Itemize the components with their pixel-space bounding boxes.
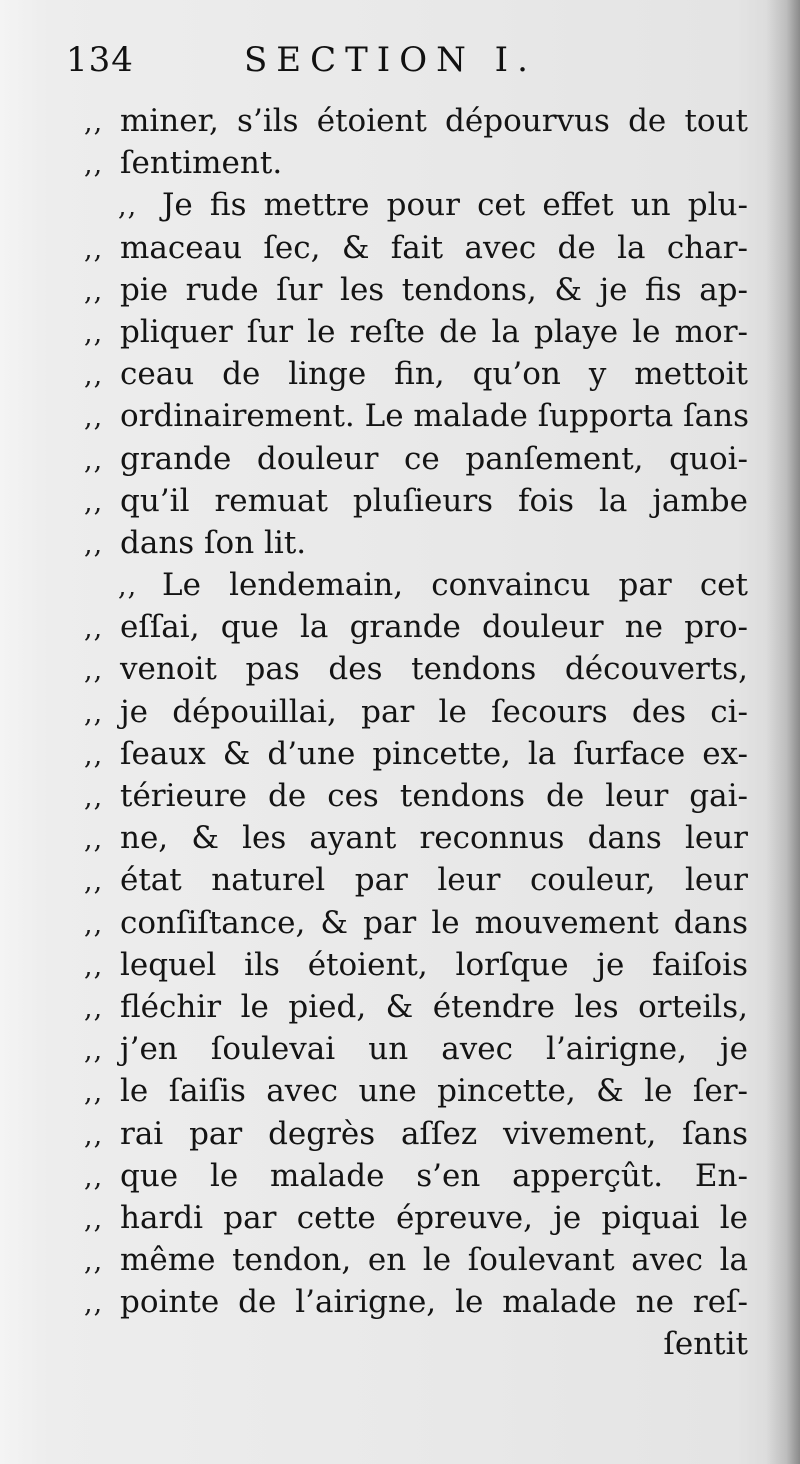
text-line [66,1155,748,1197]
quote-mark: ,, [84,950,104,982]
quote-mark: ,, [84,1246,104,1278]
line-text: fléchir le pied, & étendre les orteils, [120,988,748,1025]
line-text: hardi par cette épreuve, je piquai le [120,1199,748,1236]
quote-mark: ,, [84,444,104,476]
text-line [66,564,748,606]
quote-mark: ,, [118,191,138,223]
line-text: miner, s’ils étoient dépourvus de tout [120,103,748,139]
quote-mark: ,, [84,992,104,1024]
quote-mark: ,, [84,782,104,813]
text-line [66,1028,748,1070]
quote-mark: ,, [84,275,104,307]
line-text: ordinairement. Le malade ſupporta ſans [120,398,749,435]
quote-mark: ,, [84,360,104,392]
line-text: grande douleur ce panſement, quoi- [120,440,748,477]
quote-mark: ,, [84,528,104,560]
line-text: térieure de ces tendons de leur gai- [120,778,748,814]
line-text: pointe de l’airigne, le malade ne reſ- [120,1284,748,1321]
line-text: pie rude ſur les tendons, & je fis ap- [120,271,748,308]
line-text: ceau de linge fin, qu’on y mettoit [120,356,748,393]
quote-mark: ,, [84,613,104,645]
line-text: lequel ils étoient, lorſque je faiſois [120,946,748,983]
text-line [66,142,748,184]
quote-mark: ,, [84,908,104,940]
quote-mark: ,, [84,1035,104,1067]
text-line [66,227,748,269]
text-line [66,606,748,648]
line-text: ne, & les ayant reconnus dans leur [120,820,748,857]
text-line [66,395,748,437]
text-line [66,522,748,564]
quote-mark: ,, [84,1161,104,1193]
running-title: SECTION I. [244,40,537,80]
line-text: venoit pas des tendons découverts, [120,651,748,688]
text-line [66,986,748,1028]
line-text: état naturel par leur couleur, leur [120,862,748,899]
text-line [66,733,748,775]
quote-mark: ,, [84,697,104,729]
quote-mark: ,, [84,1119,104,1151]
text-line [66,269,748,311]
text-line [66,438,748,480]
text-line [66,648,748,690]
quote-mark: ,, [84,655,104,687]
text-line [66,859,748,901]
line-text: qu’il remuat pluſieurs fois la jambe [120,482,748,519]
quote-mark: ,, [84,1203,104,1235]
line-text: Le lendemain, convaincu par cet [162,567,748,604]
catchword-line [66,1323,748,1365]
text-line [66,944,748,986]
quote-mark: ,, [84,233,104,265]
text-line [66,817,748,859]
line-text: rai par degrès aſſez vivement, ſans [120,1115,748,1152]
quote-mark: ,, [84,317,104,349]
text-line [66,775,748,817]
text-line [66,480,748,522]
quote-mark: ,, [84,107,104,138]
quote-mark: ,, [84,739,104,771]
quote-mark: ,, [84,1288,104,1320]
line-text: même tendon, en le ſoulevant avec la [120,1242,748,1279]
line-text: conſiſtance, & par le mouvement dans [120,904,748,941]
quote-mark: ,, [84,402,104,434]
text-line [66,1281,748,1323]
binding-shadow [766,0,800,1464]
text-line [66,691,748,733]
text-body [66,100,748,1366]
text-line [66,100,748,142]
line-text: Je fis mettre pour cet effet un plu- [162,187,748,224]
line-text: ſentiment. [120,145,283,182]
line-text: le ſaiſis avec une pincette, & le ſer- [120,1073,748,1110]
quote-mark: ,, [84,149,104,181]
line-text: maceau ſec, & fait avec de la char- [120,229,748,266]
text-line [66,902,748,944]
catchword: ſentit [663,1326,748,1363]
quote-mark: ,, [84,866,104,898]
page-number: 134 [66,40,134,80]
text-line [66,1239,748,1281]
quote-mark: ,, [84,824,104,856]
text-line [66,353,748,395]
quote-mark: ,, [84,1077,104,1109]
line-text: ſeaux & d’une pincette, la ſurface ex- [120,735,748,772]
text-line [66,1070,748,1112]
line-text: que le malade s’en apperçût. En- [120,1157,748,1194]
page-header [66,40,746,90]
line-text: eſſai, que la grande douleur ne pro- [120,609,748,646]
line-text: je dépouillai, par le ſecours des ci- [120,693,748,730]
text-line [66,311,748,353]
line-text: j’en ſoulevai un avec l’airigne, je [120,1031,748,1068]
quote-mark: ,, [118,571,138,603]
text-line [66,1113,748,1155]
line-text: pliquer ſur le reſte de la playe le mor- [120,313,748,350]
text-line [66,184,748,226]
text-line [66,1197,748,1239]
quote-mark: ,, [84,486,104,518]
line-text: dans ſon lit. [120,524,307,561]
